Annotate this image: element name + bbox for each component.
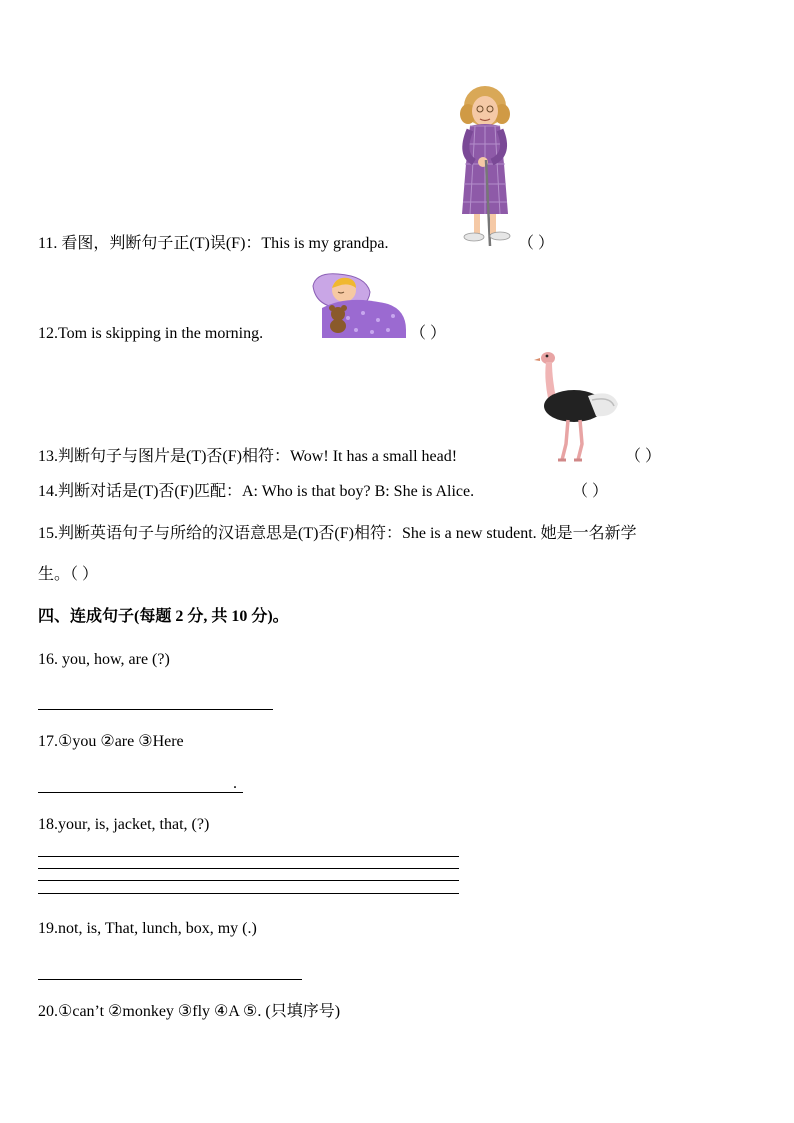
answer-line-18a[interactable] [38,856,459,857]
question-15-text-cont: 生。 [38,566,71,583]
question-16: 16. you, how, are (?) [38,651,170,668]
question-17-period: . [233,775,237,792]
question-20: 20.①can’t ②monkey ③fly ④A ⑤. (只填序号) [38,1003,341,1020]
section-4-heading: 四、连成句子(每题 2 分, 共 10 分)。 [38,608,289,625]
question-15-text: 15.判断英语句子与所给的汉语意思是(T)否(F)相符：She is a new student. 她是一名新学 [38,525,637,542]
question-14-text: 14.判断对话是(T)否(F)匹配：A: Who is that boy? B: She is Alice. [38,483,475,500]
answer-blank-11[interactable]: （ ） [518,235,555,252]
answer-line-18d[interactable] [38,893,459,894]
grandma-illustration [450,84,520,249]
answer-line-16[interactable] [38,709,273,710]
question-11-text: 11. 看图，判断句子正(T)误(F)：This is my grandpa. [38,235,389,252]
answer-line-19[interactable] [38,979,302,980]
question-14 [38,482,474,502]
answer-blank-15[interactable]: （ ） [70,566,99,583]
answer-line-18c[interactable] [38,880,459,881]
answer-blank-13[interactable]: （ ） [625,448,662,465]
question-12 [38,324,263,344]
question-19: 19.not, is, That, lunch, box, my (.) [38,920,257,937]
sleeping-boy-illustration [308,268,408,340]
question-12-text: 12.Tom is skipping in the morning. [38,325,264,342]
ostrich-illustration [532,348,622,463]
answer-blank-12[interactable]: （ ） [410,325,447,342]
answer-line-17[interactable] [38,792,243,793]
answer-blank-14[interactable]: （ ） [572,483,609,500]
question-18: 18.your, is, jacket, that, (?) [38,816,210,833]
question-13-text: 13.判断句子与图片是(T)否(F)相符：Wow! It has a small head! [38,448,458,465]
question-15-continued [38,565,98,585]
question-17: 17.①you ②are ③Here [38,733,184,750]
question-13 [38,447,457,467]
question-15 [38,524,637,544]
question-11 [38,234,389,254]
answer-line-18b[interactable] [38,868,459,869]
